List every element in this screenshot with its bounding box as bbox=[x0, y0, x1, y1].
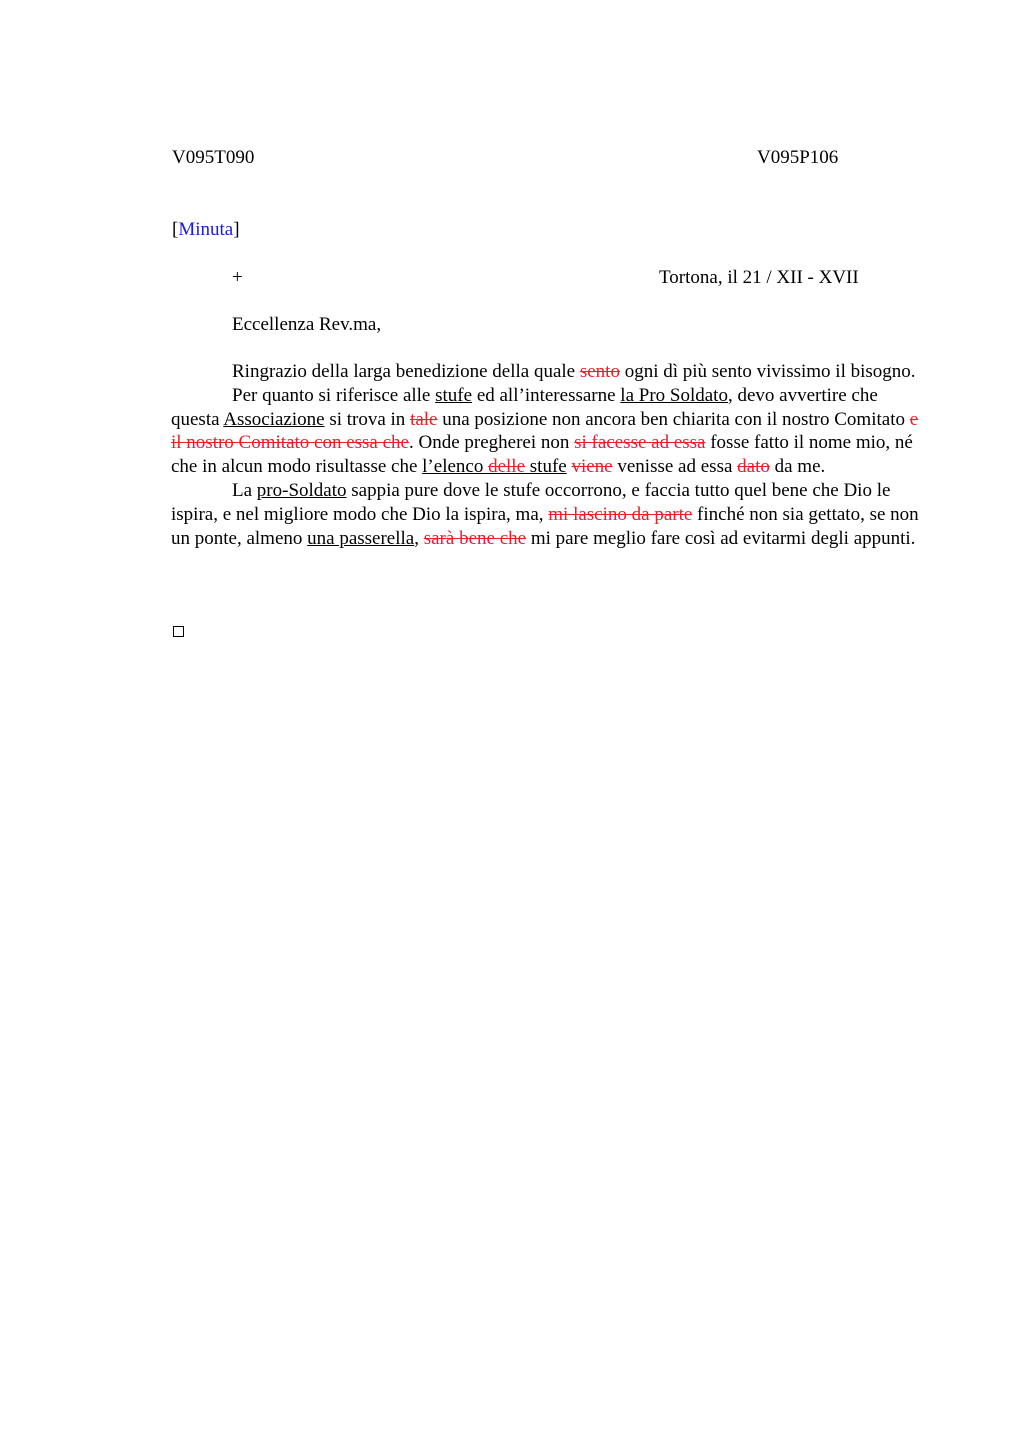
cross-symbol: + bbox=[232, 267, 243, 288]
deleted-text: si facesse ad essa bbox=[574, 432, 706, 454]
text-run: . Onde pregherei non bbox=[408, 432, 575, 454]
text-run: fosse fatto il nome mio, né che in alcun modo risultasse che bbox=[171, 432, 913, 478]
text-run: venisse ad essa bbox=[612, 456, 738, 478]
minuta-text: Minuta bbox=[178, 219, 234, 240]
paragraph-3 bbox=[171, 479, 927, 550]
underlined-text: una passerella bbox=[307, 527, 415, 549]
deleted-text: delle bbox=[488, 456, 526, 478]
underlined-text: pro-Soldato bbox=[256, 479, 347, 501]
deleted-text: tale bbox=[410, 408, 438, 430]
paragraph-2 bbox=[171, 384, 927, 479]
place-date: Tortona, il 21 / XII - XVII bbox=[659, 267, 859, 288]
text-run: La bbox=[232, 479, 257, 501]
text-run: Per quanto si riferisce alle bbox=[232, 384, 436, 406]
text-run: da me. bbox=[769, 456, 826, 478]
text-run: mi pare meglio fare così ad evitarmi degli appunti. bbox=[526, 527, 916, 549]
text-run: l’elenco bbox=[422, 456, 489, 478]
deleted-text: sento bbox=[579, 361, 620, 382]
minuta-label bbox=[172, 218, 240, 242]
text-run: , devo avvertire che questa bbox=[171, 384, 878, 430]
close-bracket: ] bbox=[233, 219, 240, 240]
text-run: ed all’interessarne bbox=[472, 384, 621, 406]
underlined-text: la Pro Soldato bbox=[620, 384, 728, 406]
underlined-text: stufe bbox=[435, 384, 473, 406]
deleted-text: e il nostro Comitato con essa che bbox=[171, 408, 919, 454]
deleted-text: dato bbox=[737, 456, 770, 478]
text-run: ogni dì più sento vivissimo il bisogno. bbox=[619, 361, 916, 382]
text-run: , bbox=[414, 527, 424, 549]
deleted-text: mi lascino da parte bbox=[548, 503, 693, 525]
paragraph-1 bbox=[171, 360, 927, 384]
text-run: si trova in bbox=[324, 408, 411, 430]
letter-body bbox=[171, 360, 927, 550]
document-code-right: V095P106 bbox=[757, 147, 839, 168]
text-run: sappia pure dove le stufe occorrono, e faccia tutto quel bene che Dio le ispira, e nel migliore modo che Dio la ispira, ma, bbox=[171, 479, 891, 525]
underlined-text: Associazione bbox=[223, 408, 325, 430]
text-run: Ringrazio della larga benedizione della quale bbox=[232, 361, 580, 382]
text-run: finché non sia gettato, se non un ponte, almeno bbox=[171, 503, 919, 549]
deleted-text: sarà bene che bbox=[423, 527, 527, 549]
document-code-left: V095T090 bbox=[172, 147, 255, 168]
deleted-text: viene bbox=[571, 456, 613, 478]
text-run: una posizione non ancora ben chiarita con il nostro Comitato bbox=[437, 408, 910, 430]
open-bracket: [ bbox=[172, 219, 179, 240]
text-run: stufe bbox=[525, 456, 567, 478]
salutation: Eccellenza Rev.ma, bbox=[232, 314, 382, 335]
underlined-text bbox=[422, 456, 567, 477]
end-box-symbol bbox=[173, 626, 184, 637]
